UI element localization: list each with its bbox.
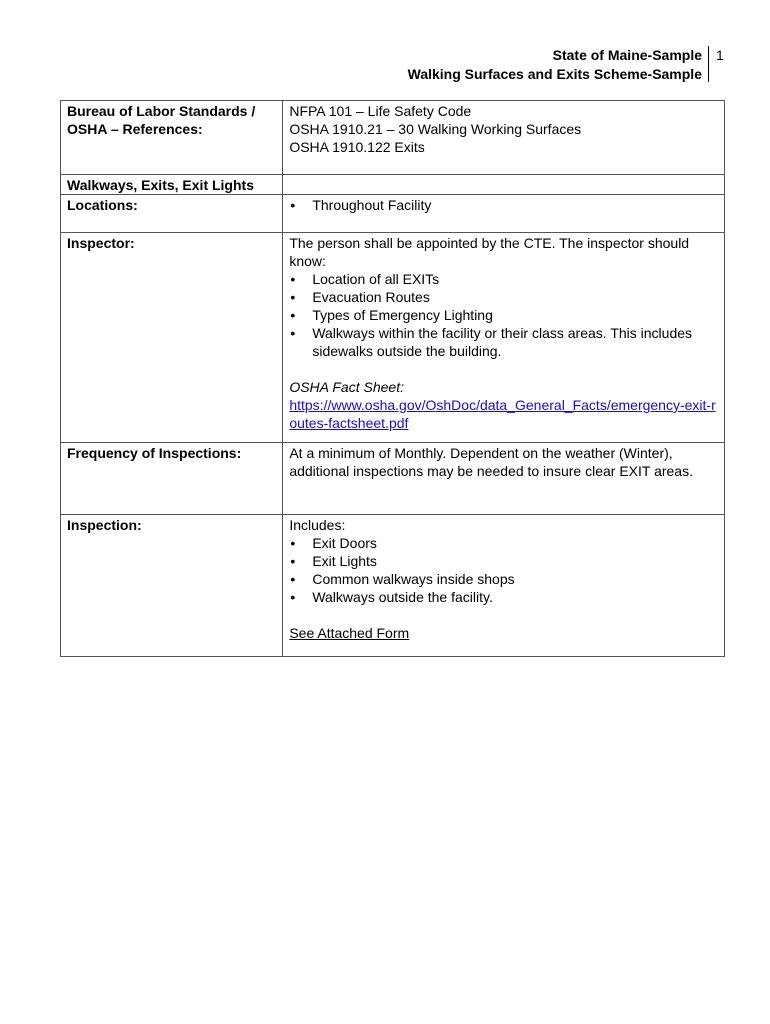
inspection-value — [283, 515, 725, 657]
scheme-table — [60, 100, 725, 657]
list-item: • Location of all EXITs — [312, 270, 718, 288]
frequency-row — [61, 443, 725, 515]
list-item: • Common walkways inside shops — [312, 570, 718, 588]
document-header — [408, 46, 702, 84]
inspector-list — [289, 270, 718, 360]
locations-value — [283, 195, 725, 233]
reference-item: OSHA 1910.122 Exits — [289, 139, 425, 155]
walkways-row — [61, 175, 725, 195]
list-item: • Types of Emergency Lighting — [312, 306, 718, 324]
references-row — [61, 101, 725, 175]
references-values — [283, 101, 725, 175]
list-item: • Throughout Facility — [312, 196, 718, 214]
inspector-label: Inspector: — [61, 233, 283, 443]
reference-item: NFPA 101 – Life Safety Code — [289, 103, 472, 119]
fact-sheet-link[interactable]: https://www.osha.gov/OshDoc/data_General_Facts/emergency-exit-routes-factsheet.pdf — [289, 397, 716, 431]
walkways-label: Walkways, Exits, Exit Lights — [61, 175, 283, 195]
list-item: • Exit Lights — [312, 552, 718, 570]
list-item: • Evacuation Routes — [312, 288, 718, 306]
page-number: 1 — [708, 46, 724, 82]
locations-list — [289, 196, 718, 214]
walkways-value — [283, 175, 725, 195]
attached-form-link[interactable]: See Attached Form — [289, 625, 410, 641]
locations-label: Locations: — [61, 195, 283, 233]
reference-item: OSHA 1910.21 – 30 Walking Working Surfaces — [289, 121, 582, 137]
list-item: • Walkways within the facility or their class areas. This includes sidewalks outside the building. — [312, 324, 718, 360]
header-subtitle: Walking Surfaces and Exits Scheme-Sample — [407, 66, 702, 82]
inspector-row — [61, 233, 725, 443]
inspector-intro: The person shall be appointed by the CTE. The inspector should know: — [289, 235, 690, 269]
inspection-intro: Includes: — [289, 517, 346, 533]
references-label: Bureau of Labor Standards / OSHA – References: — [61, 101, 283, 175]
locations-row — [61, 195, 725, 233]
frequency-label: Frequency of Inspections: — [61, 443, 283, 515]
header-title: State of Maine-Sample — [552, 47, 702, 63]
inspection-row — [61, 515, 725, 657]
inspection-list — [289, 534, 718, 606]
fact-sheet-label: OSHA Fact Sheet: — [289, 379, 404, 395]
list-item: • Walkways outside the facility. — [312, 588, 718, 606]
list-item: • Exit Doors — [312, 534, 718, 552]
frequency-value: At a minimum of Monthly. Dependent on the weather (Winter), additional inspections may be needed to insure clear EXIT areas. — [283, 443, 725, 515]
inspection-label: Inspection: — [61, 515, 283, 657]
inspector-value — [283, 233, 725, 443]
